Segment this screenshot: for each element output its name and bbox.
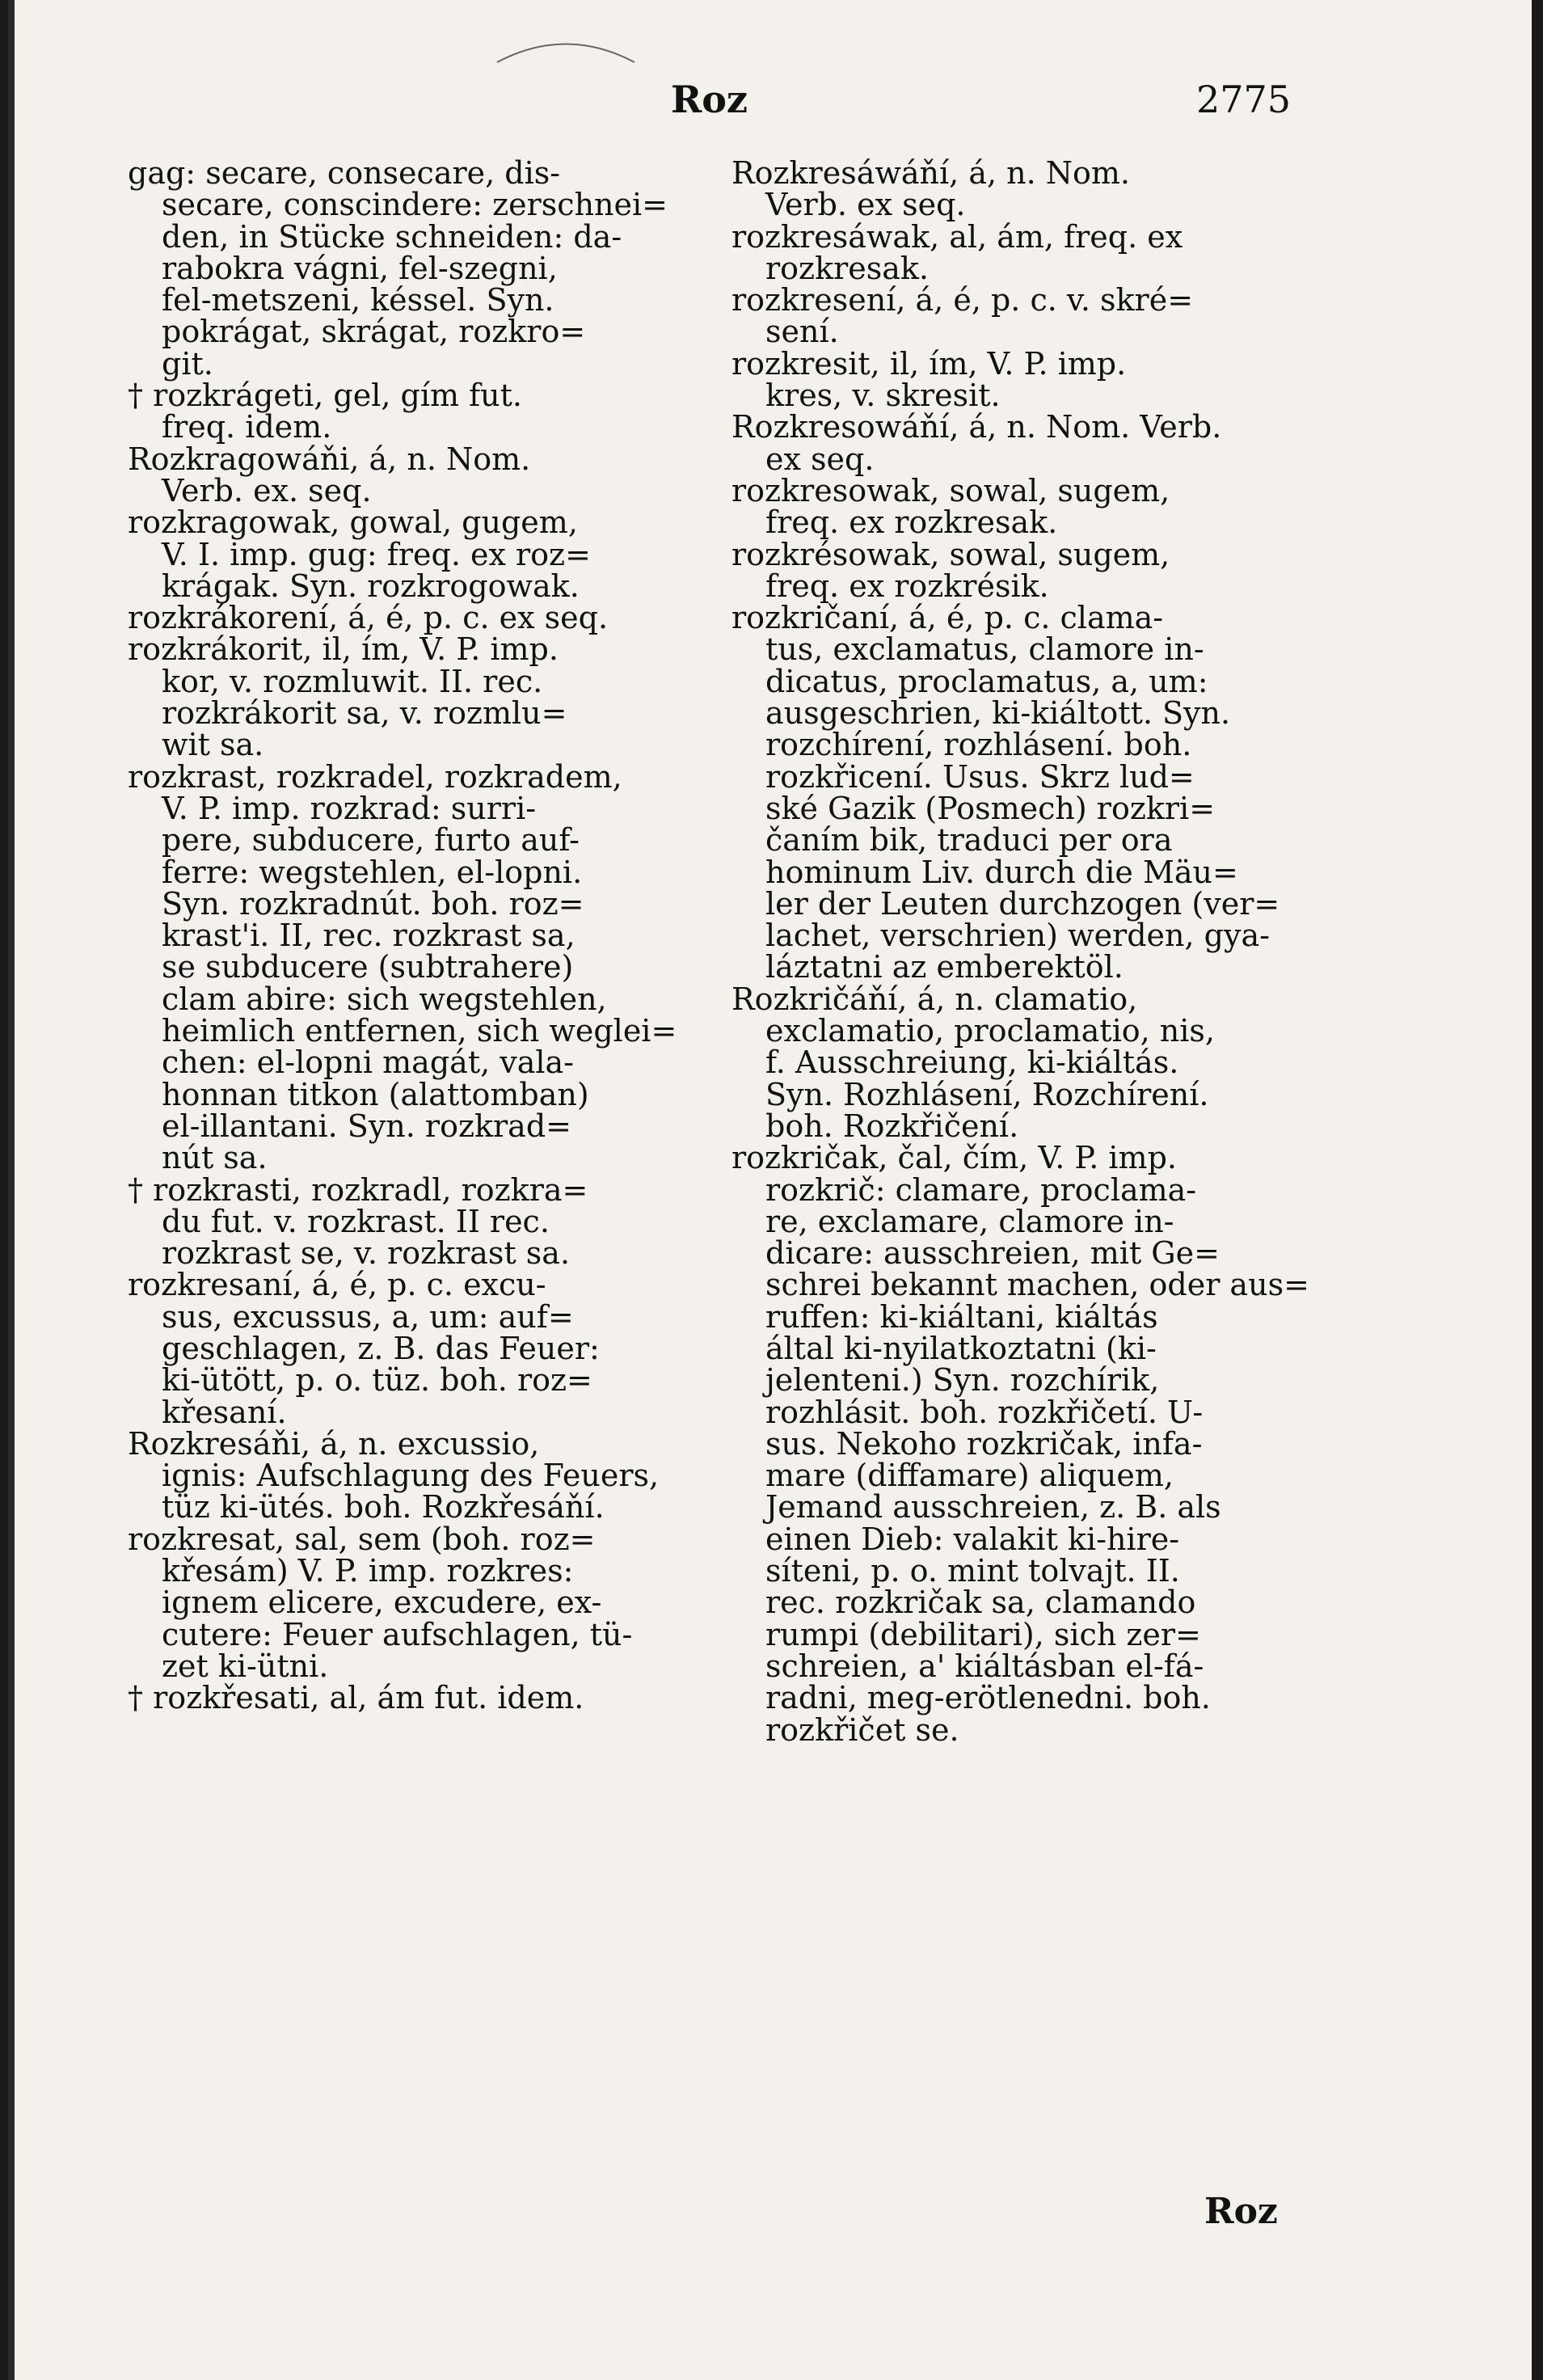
- entry-line: radni, meg-erötlenedni. boh.: [765, 1680, 1211, 1716]
- entry-line: clam abire: sich wegstehlen,: [162, 981, 607, 1017]
- page-curve-mark: [493, 34, 639, 66]
- entry-line: rozkresak.: [765, 250, 930, 286]
- entry-line: den, in Stücke schneiden: da-: [162, 218, 622, 255]
- binding-edge: [8, 0, 15, 2380]
- entry-line: Rozkresowáňí, á, n. Nom. Verb.: [731, 409, 1222, 445]
- left-column: [128, 155, 694, 1716]
- entry-line: freq. ex rozkresak.: [765, 504, 1058, 541]
- entry-line: V. P. imp. rozkrad: surri-: [162, 790, 537, 826]
- entry-line: pokrágat, skrágat, rozkro=: [162, 314, 586, 350]
- entry-line: rabokra vágni, fel-szegni,: [162, 250, 558, 286]
- entry-line: jelenteni.) Syn. rozchírik,: [765, 1362, 1160, 1399]
- entry-line: krágak. Syn. rozkrogowak.: [162, 568, 580, 604]
- entry-line: git.: [162, 345, 213, 382]
- entry-line: se subducere (subtrahere): [162, 949, 574, 985]
- entry-line: ex seq.: [765, 441, 875, 477]
- entry-line: által ki-nyilatkoztatni (ki-: [765, 1330, 1157, 1366]
- entry-line: rozkrákorit, il, ím, V. P. imp.: [128, 631, 559, 668]
- entry-line: freq. idem.: [162, 409, 332, 445]
- entry-line: tus, exclamatus, clamore in-: [765, 631, 1204, 668]
- entry-line: el-illantani. Syn. rozkrad=: [162, 1108, 571, 1144]
- entry-line: rozkresení, á, é, p. c. v. skré=: [731, 282, 1194, 319]
- entry-line: ruffen: ki-kiáltani, kiáltás: [765, 1298, 1158, 1335]
- entry-line: křesám) V. P. imp. rozkres:: [162, 1553, 574, 1589]
- entry-line: freq. ex rozkrésik.: [765, 568, 1049, 604]
- entry-line: křesaní.: [162, 1394, 287, 1430]
- entry-line: ferre: wegstehlen, el-lopni.: [162, 854, 583, 890]
- catchword: Roz: [1204, 2191, 1278, 2232]
- entry-line: wit sa.: [162, 727, 264, 763]
- entry-line: Rozkresáwáňí, á, n. Nom.: [731, 155, 1130, 191]
- entry-line: láztatni az emberektöl.: [765, 949, 1124, 985]
- entry-line: rozkresaní, á, é, p. c. excu-: [128, 1267, 546, 1303]
- entry-line: V. I. imp. gug: freq. ex roz=: [162, 536, 591, 572]
- entry-line: rozkričak, čal, čím, V. P. imp.: [731, 1140, 1177, 1176]
- entry-line: gag: secare, consecare, dis-: [128, 155, 561, 191]
- entry-line: tüz ki-ütés. boh. Rozkřesáňí.: [162, 1489, 605, 1525]
- entry-line: rozkrésowak, sowal, sugem,: [731, 536, 1170, 572]
- entry-line: honnan titkon (alattomban): [162, 1076, 589, 1112]
- entry-line: ler der Leuten durchzogen (ver=: [765, 885, 1280, 922]
- entry-line: krast'i. II, rec. rozkrast sa,: [162, 918, 575, 954]
- entry-line: chen: el-lopni magát, vala-: [162, 1044, 575, 1081]
- entry-line: mare (diffamare) aliquem,: [765, 1458, 1174, 1494]
- entry-line: schreien, a' kiáltásban el-fá-: [765, 1648, 1204, 1684]
- entry-line: sení.: [765, 314, 839, 350]
- entry-line: rozhlásit. boh. rozkřičetí. U-: [765, 1394, 1204, 1430]
- entry-line: rozchírení, rozhlásení. boh.: [765, 727, 1192, 763]
- entry-line: dicatus, proclamatus, a, um:: [765, 663, 1208, 699]
- entry-line: rozkrast se, v. rozkrast sa.: [162, 1235, 571, 1272]
- entry-line: síteni, p. o. mint tolvajt. II.: [765, 1553, 1180, 1589]
- entry-line: kres, v. skresit.: [765, 378, 1001, 414]
- entry-line: † rozkrágeti, gel, gím fut.: [128, 378, 522, 414]
- entry-line: ignem elicere, excudere, ex-: [162, 1585, 602, 1621]
- entry-line: pere, subducere, furto auf-: [162, 822, 580, 859]
- entry-line: rozkrast, rozkradel, rozkradem,: [128, 758, 622, 795]
- entry-line: rozkričaní, á, é, p. c. clama-: [731, 600, 1164, 636]
- entry-line: secare, conscindere: zerschnei=: [162, 187, 668, 223]
- entry-line: † rozkrasti, rozkradl, rozkra=: [128, 1171, 588, 1208]
- entry-line: rozkragowak, gowal, gugem,: [128, 504, 578, 541]
- entry-line: Syn. Rozhlásení, Rozchírení.: [765, 1076, 1209, 1112]
- entry-line: ausgeschrien, ki-kiáltott. Syn.: [765, 695, 1231, 732]
- entry-line: rozkřičet se.: [765, 1711, 959, 1748]
- entry-line: Rozkragowáňi, á, n. Nom.: [128, 441, 531, 477]
- entry-line: Syn. rozkradnút. boh. roz=: [162, 885, 584, 922]
- entry-line: geschlagen, z. B. das Feuer:: [162, 1330, 600, 1366]
- entry-line: Rozkričáňí, á, n. clamatio,: [731, 981, 1138, 1017]
- dictionary-page: [8, 0, 1532, 2380]
- entry-line: rozkresat, sal, sem (boh. roz=: [128, 1521, 596, 1557]
- entry-line: ignis: Aufschlagung des Feuers,: [162, 1458, 660, 1494]
- running-head: Roz: [671, 78, 748, 121]
- entry-line: rozkresit, il, ím, V. P. imp.: [731, 345, 1127, 382]
- entry-line: rozkrič: clamare, proclama-: [765, 1171, 1197, 1208]
- entry-line: rozkrákorení, á, é, p. c. ex seq.: [128, 600, 609, 636]
- entry-line: Jemand ausschreien, z. B. als: [765, 1489, 1221, 1525]
- entry-line: rozkřicení. Usus. Skrz lud=: [765, 758, 1195, 795]
- entry-line: Verb. ex seq.: [765, 187, 966, 223]
- entry-line: rec. rozkričak sa, clamando: [765, 1585, 1196, 1621]
- page-number: 2775: [1196, 78, 1292, 121]
- entry-line: lachet, verschrien) werden, gya-: [765, 918, 1270, 954]
- entry-line: du fut. v. rozkrast. II rec.: [162, 1203, 550, 1239]
- entry-line: exclamatio, proclamatio, nis,: [765, 1013, 1215, 1049]
- entry-line: rozkresowak, sowal, sugem,: [731, 472, 1170, 508]
- entry-line: fel-metszeni, késsel. Syn.: [162, 282, 554, 319]
- entry-line: heimlich entfernen, sich weglei=: [162, 1013, 677, 1049]
- entry-line: re, exclamare, clamore in-: [765, 1203, 1174, 1239]
- entry-line: kor, v. rozmluwit. II. rec.: [162, 663, 543, 699]
- entry-line: boh. Rozkřičení.: [765, 1108, 1019, 1144]
- entry-line: nút sa.: [162, 1140, 268, 1176]
- right-column: [731, 155, 1313, 1748]
- entry-line: čaním bik, traduci per ora: [765, 822, 1173, 859]
- entry-line: ské Gazik (Posmech) rozkri=: [765, 790, 1216, 826]
- entry-line: dicare: ausschreien, mit Ge=: [765, 1235, 1220, 1272]
- entry-line: rozkrákorit sa, v. rozmlu=: [162, 695, 567, 732]
- entry-line: cutere: Feuer aufschlagen, tü-: [162, 1616, 633, 1652]
- entry-line: † rozkřesati, al, ám fut. idem.: [128, 1680, 584, 1716]
- entry-line: zet ki-ütni.: [162, 1648, 329, 1684]
- entry-line: rozkresáwak, al, ám, freq. ex: [731, 218, 1183, 255]
- entry-line: f. Ausschreiung, ki-kiáltás.: [765, 1044, 1179, 1081]
- entry-line: hominum Liv. durch die Mäu=: [765, 854, 1238, 890]
- entry-line: Verb. ex. seq.: [162, 472, 372, 508]
- entry-line: sus. Nekoho rozkričak, infa-: [765, 1425, 1203, 1462]
- entry-line: Rozkresáňi, á, n. excussio,: [128, 1425, 540, 1462]
- entry-line: schrei bekannt machen, oder aus=: [765, 1267, 1309, 1303]
- entry-line: sus, excussus, a, um: auf=: [162, 1298, 574, 1335]
- entry-line: einen Dieb: valakit ki-hire-: [765, 1521, 1180, 1557]
- entry-line: rumpi (debilitari), sich zer=: [765, 1616, 1201, 1652]
- entry-line: ki-ütött, p. o. tüz. boh. roz=: [162, 1362, 592, 1399]
